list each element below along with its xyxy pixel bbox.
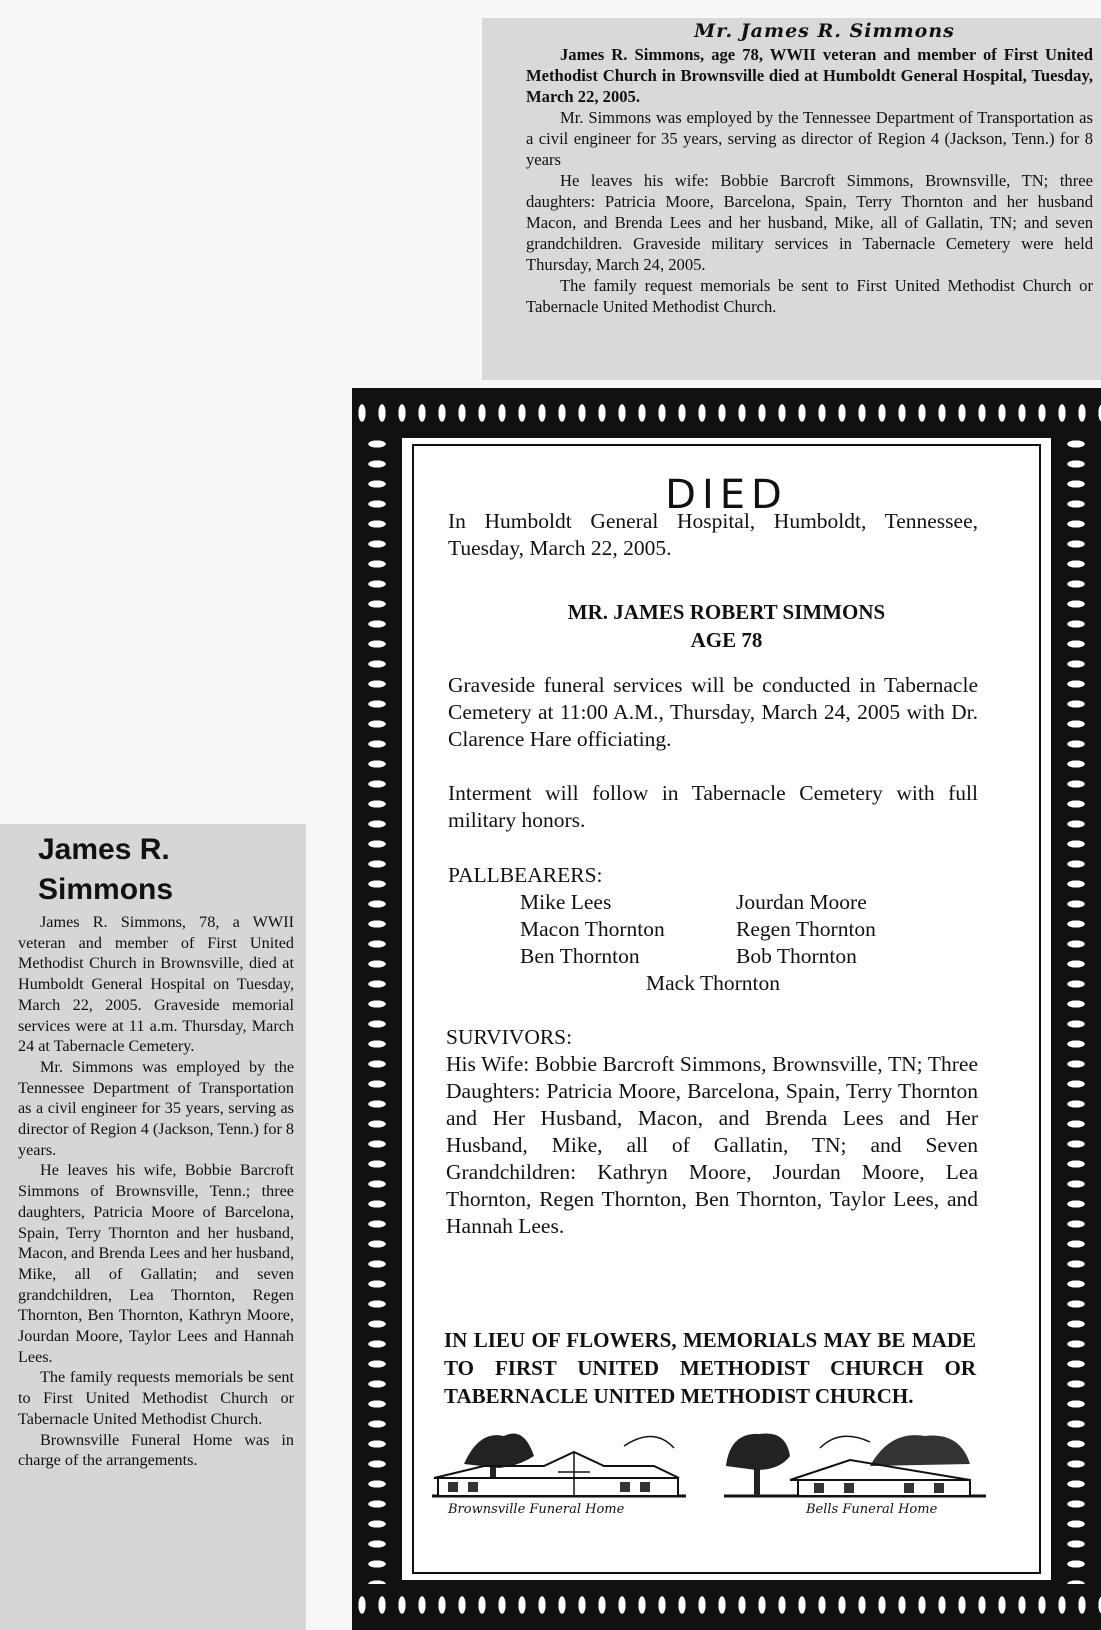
ornamental-border	[352, 388, 1101, 438]
survivors-label: SURVIVORS:	[446, 1025, 573, 1049]
clipping-title: Mr. James R. Simmons	[694, 20, 955, 42]
pallbearer-name: Bob Thornton	[736, 944, 857, 968]
decedent-block	[414, 598, 1039, 654]
clipping-paragraph: Mr. Simmons was employed by the Tennessee Department of Transportation as a civil engineer for 35 years, serving as director of Region 4 (Jackson, Tenn.) for 8 years.	[18, 1057, 294, 1159]
pallbearer-name: Regen Thornton	[736, 917, 876, 941]
funeral-home-caption: Bells Funeral Home	[806, 1502, 938, 1517]
death-notice-card	[352, 388, 1101, 1630]
bells-funeral-home-image	[720, 1426, 990, 1498]
heading-line: James R.	[38, 833, 170, 866]
heading-line: Simmons	[38, 873, 174, 906]
notice-heading: DIED	[665, 472, 788, 518]
pallbearer-name: Ben Thornton	[520, 944, 640, 968]
clipping-paragraph: James R. Simmons, age 78, WWII veteran and member of First United Methodist Church in Brownsville died at Humboldt General Hospital, Tuesday, March 22, 2005.	[526, 45, 1093, 106]
interment-text: Interment will follow in Tabernacle Cemetery with full military honors.	[448, 781, 978, 832]
notice-body	[412, 444, 1041, 1574]
clipping-paragraph: He leaves his wife, Bobbie Barcroft Simmons of Brownsville, Tenn.; three daughters, Patricia Moore of Barcelona, Spain, Terry Thornton and her husband, Macon, and Brenda Lees and her husband, Mike, all of Gallatin; and seven grandchildren, Lea Thornton, Regen Thornton, Ben Thornton, Kathryn Moore, Jourdan Moore, Taylor Lees and Hannah Lees.	[18, 1161, 294, 1366]
pallbearer-name: Jourdan Moore	[736, 890, 867, 914]
top-obituary-clipping	[482, 18, 1101, 380]
survivors-text: His Wife: Bobbie Barcroft Simmons, Brownsville, TN; Three Daughters: Patricia Moore, Barcelona, Spain, Terry Thornton and Her Husband, Macon, and Brenda Lees and Her Husband, Mike, all of Gallatin, TN; and Seven Grandchildren: Kathryn Moore, Jourdan Moore, Lea Thornton, Regen Thornton, Ben Thornton, Taylor Lees, and Hannah Lees.	[446, 1052, 978, 1238]
clipping-paragraph: He leaves his wife: Bobbie Barcroft Simmons, Brownsville, TN; three daughters: Patricia Moore, Barcelona, Spain, Terry Thornton and her husband Macon, and Brenda Lees and her husband, Mike, all of Gallatin, TN; and seven grandchildren. Graveside military services in Tabernacle Cemetery were held Thursday, March 24, 2005.	[526, 171, 1093, 274]
services-text: Graveside funeral services will be conducted in Tabernacle Cemetery at 11:00 A.M., Thursday, March 24, 2005 with Dr. Clarence Hare officiating.	[448, 673, 978, 751]
clipping-paragraph: James R. Simmons, 78, a WWII veteran and member of First United Methodist Church in Brownsville, died at Humboldt General Hospital on Tuesday, March 22, 2005. Graveside memorial services were at 11 a.m. Thursday, March 24 at Tabernacle Cemetery.	[18, 913, 294, 1056]
funeral-home-caption: Brownsville Funeral Home	[448, 1502, 625, 1517]
clipping-paragraph: The family requests memorials be sent to First United Methodist Church or Tabernacle United Methodist Church.	[18, 1368, 294, 1428]
brownsville-funeral-home-image	[424, 1426, 694, 1498]
clipping-paragraph: The family request memorials be sent to First United Methodist Church or Tabernacle United Methodist Church.	[526, 276, 1093, 316]
pallbearer-name: Mike Lees	[520, 890, 612, 914]
clipping-paragraph: Mr. Simmons was employed by the Tennessee Department of Transportation as a civil engineer for 35 years, serving as director of Region 4 (Jackson, Tenn.) for 8 years	[526, 108, 1093, 169]
clipping-paragraph: Brownsville Funeral Home was in charge of the arrangements.	[18, 1430, 294, 1470]
clipping-heading	[38, 830, 294, 910]
memorial-text: IN LIEU OF FLOWERS, MEMORIALS MAY BE MADE TO FIRST UNITED METHODIST CHURCH OR TABERNACLE UNITED METHODIST CHURCH.	[444, 1328, 976, 1408]
ornamental-border	[352, 434, 402, 1584]
pallbearer-name: Mack Thornton	[646, 971, 780, 995]
pallbearers-label: PALLBEARERS:	[448, 863, 603, 887]
decedent-name: MR. JAMES ROBERT SIMMONS	[567, 600, 886, 624]
left-obituary-clipping	[0, 824, 306, 1630]
decedent-age: AGE 78	[690, 628, 763, 652]
ornamental-border	[1051, 434, 1101, 1584]
pallbearer-name: Macon Thornton	[520, 917, 665, 941]
ornamental-border	[352, 1580, 1101, 1630]
place-date: In Humboldt General Hospital, Humboldt, Tennessee, Tuesday, March 22, 2005.	[448, 509, 978, 560]
